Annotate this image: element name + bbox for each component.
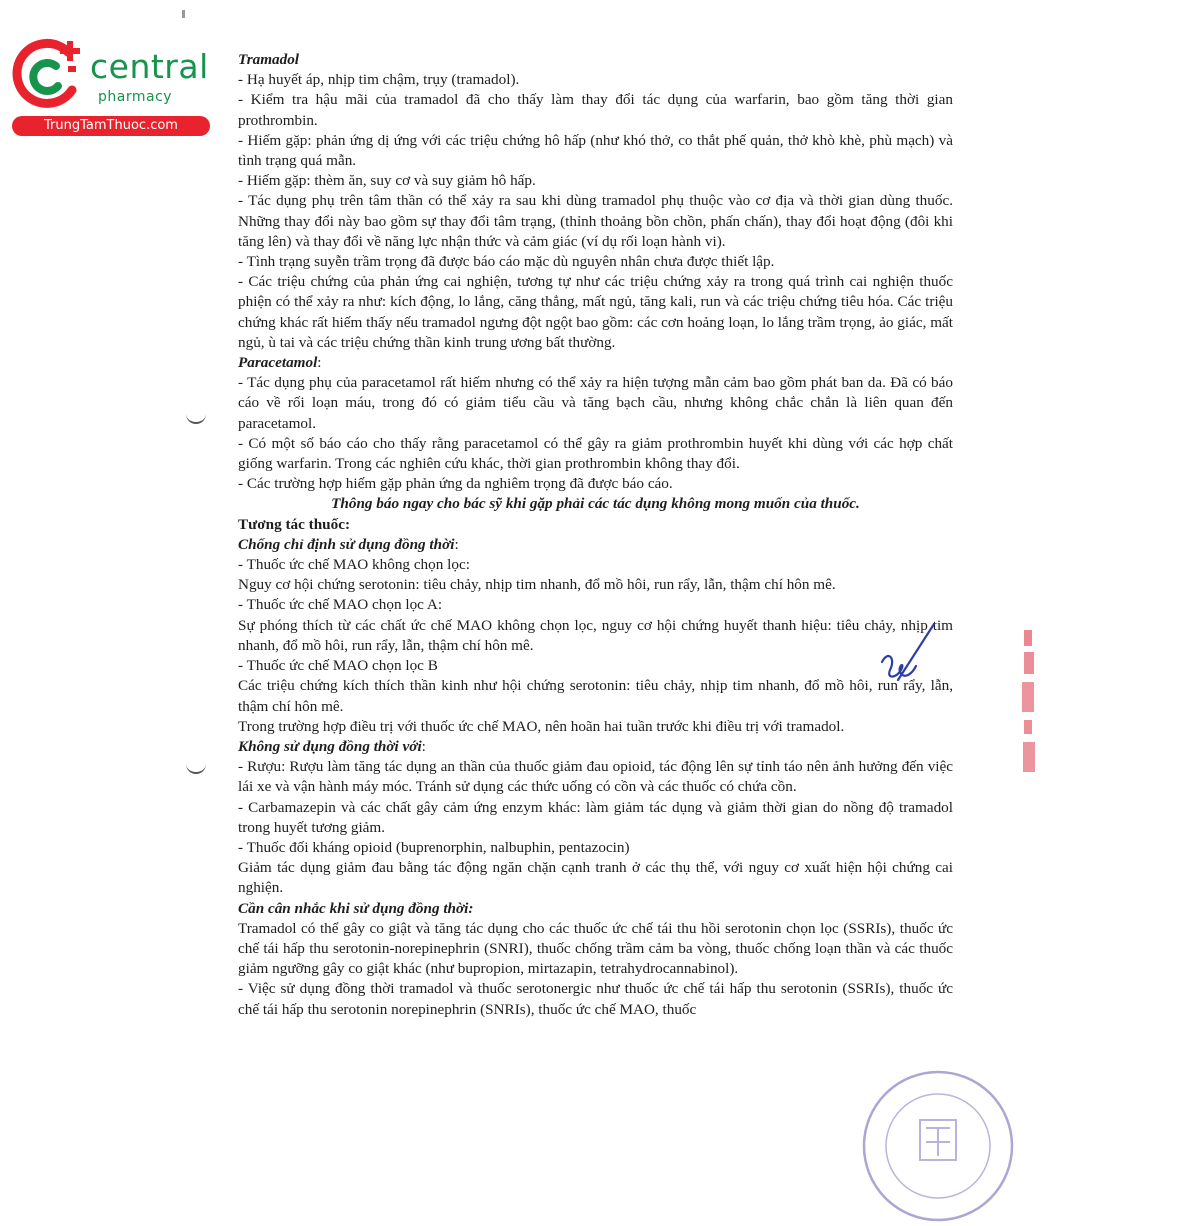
paragraph: - Carbamazepin và các chất gây cảm ứng enzym khác: làm giảm tác dụng và giảm thời gian do nồng độ tramadol trong huyết tương giảm.	[238, 798, 953, 836]
heading-text: Paracetamol	[238, 354, 318, 372]
caution-list	[238, 919, 953, 1020]
paragraph: Trong trường hợp điều trị với thuốc ức chế MAO, nên hoãn hai tuần trước khi điều trị với tramadol.	[238, 717, 845, 735]
paragraph: Các triệu chứng kích thích thần kinh như hội chứng serotonin: tiêu chảy, nhịp tim nhanh, đổ mồ hôi, run rẩy, lẫn, thậm chí hôn mê.	[238, 677, 953, 715]
heading-text: Chống chỉ định sử dụng đồng thời	[238, 535, 455, 553]
brand-subtitle: pharmacy	[98, 89, 173, 105]
paragraph: Giảm tác dụng giảm đau bằng tác động ngăn chặn cạnh tranh ở các thụ thể, với nguy cơ xuất hiện hội chứng cai nghiện.	[238, 859, 953, 897]
paragraph: - Thuốc ức chế MAO chọn lọc B	[238, 657, 438, 675]
paragraph: - Có một số báo cáo cho thấy rằng paracetamol có thể gây ra giảm prothrombin huyết khi dùng với các hợp chất giống warfarin. Trong các nghiên cứu khác, thời gian prothrombin không thay đổi.	[238, 434, 953, 473]
section-heading-paracetamol	[238, 353, 953, 373]
brand-logo	[10, 36, 210, 136]
paracetamol-list	[238, 373, 953, 494]
punch-hole-mark	[186, 410, 206, 424]
red-side-stamp-icon	[1020, 630, 1040, 780]
paragraph: - Hạ huyết áp, nhịp tim chậm, trụy (tramadol).	[238, 71, 520, 89]
paragraph: - Việc sử dụng đồng thời tramadol và thuốc serotonergic như thuốc ức chế tái hấp thu serotonin (SSRIs), thuốc ức chế tái hấp thu serotonin norepinephrin (SNRIs), thuốc ức chế MAO, thuốc	[238, 980, 953, 1018]
paragraph: - Các trường hợp hiếm gặp phản ứng da nghiêm trọng đã được báo cáo.	[238, 475, 673, 493]
paragraph: Nguy cơ hội chứng serotonin: tiêu chảy, nhịp tim nhanh, đổ mồ hôi, run rẩy, lẫn, thậm chí hôn mê.	[238, 576, 836, 594]
subheading-avoid	[238, 737, 953, 757]
paragraph: - Thuốc ức chế MAO chọn lọc A:	[238, 596, 443, 614]
paragraph: - Tác dụng phụ của paracetamol rất hiếm nhưng có thể xảy ra hiện tượng mẫn cảm bao gồm phát ban da. Đã có báo cáo về rối loạn máu, trong đó có giảm tiểu cầu và tăng bạch cầu, nhưng không chắc chắn là liên quan đến paracetamol.	[238, 374, 953, 432]
paragraph: - Hiếm gặp: thèm ăn, suy cơ và suy giảm hô hấp.	[238, 172, 536, 190]
section-heading-interactions: Tương tác thuốc:	[238, 515, 351, 533]
paragraph: - Tình trạng suyễn trầm trọng đã được báo cáo mặc dù nguyên nhân chưa được thiết lập.	[238, 253, 775, 271]
subheading-contraindications	[238, 535, 953, 555]
central-pharmacy-logo-icon	[10, 36, 90, 116]
paragraph: Sự phóng thích từ các chất ức chế MAO không chọn lọc, nguy cơ hội chứng huyết thanh hiệu: tiêu chảy, nhịp tim nhanh, đổ mồ hôi, run rẩy, lẫn, thậm chí hôn mê.	[238, 616, 953, 654]
contra-list	[238, 555, 953, 737]
document-page	[238, 50, 953, 1020]
paragraph: - Các triệu chứng của phản ứng cai nghiện, tương tự như các triệu chứng xảy ra trong quá trình cai nghiện thuốc phiện có thể xảy ra như: kích động, lo lắng, căng thẳng, mất ngủ, tăng kali, run và các triệu chứng tiêu hóa. Các triệu chứng khác rất hiếm thấy nếu tramadol ngưng đột ngột bao gồm: các cơn hoảng loạn, lo lắng trầm trọng, ảo giác, mất ngủ, ù tai và các triệu chứng thần kinh trung ương bất thường.	[238, 273, 953, 351]
section-heading-tramadol: Tramadol	[238, 51, 300, 68]
heading-colon: :	[454, 535, 459, 553]
paragraph: - Rượu: Rượu làm tăng tác dụng an thần của thuốc giảm đau opioid, tác động lên sự tỉnh táo nên ảnh hưởng đến việc lái xe và vận hành máy móc. Tránh sử dụng các thức uống có cồn và các thuốc có chứa cồn.	[238, 758, 953, 796]
signature-icon	[868, 620, 948, 700]
subheading-caution: Cần cân nhắc khi sử dụng đồng thời:	[238, 899, 474, 917]
paragraph: Tramadol có thể gây co giật và tăng tác dụng cho các thuốc ức chế tái thu hồi serotonin chọn lọc (SSRIs), thuốc ức chế tái hấp thu serotonin-norepinephrin (SNRI), thuốc chống trầm cảm ba vòng, thuốc chống loạn thần và các thuốc giảm ngưỡng gây co giật khác (như bupropion, mirtazapin, tetrahydrocannabinol).	[238, 919, 953, 978]
warning-notice: Thông báo ngay cho bác sỹ khi gặp phải các tác dụng không mong muốn của thuốc.	[331, 495, 860, 513]
brand-url-link[interactable]: TrungTamThuoc.com	[12, 116, 210, 136]
paragraph: - Thuốc đối kháng opioid (buprenorphin, nalbuphin, pentazocin)	[238, 838, 630, 856]
paragraph: - Thuốc ức chế MAO không chọn lọc:	[238, 556, 470, 574]
paragraph: - Tác dụng phụ trên tâm thần có thể xảy ra sau khi dùng tramadol phụ thuộc vào cơ địa và thời gian dùng thuốc. Những thay đổi này bao gồm sự thay đổi tâm trạng, (thỉnh thoảng bồn chồn, phấn chấn), thay đổi hoạt động (đôi khi tăng lên) và thay đổi về năng lực nhận thức và cảm giác (ví dụ rối loạn hành vi).	[238, 192, 953, 250]
tramadol-list	[238, 70, 953, 353]
heading-text: Không sử dụng đồng thời với	[238, 737, 422, 755]
avoid-list	[238, 757, 953, 898]
punch-hole-mark	[186, 760, 206, 774]
paragraph: - Kiểm tra hậu mãi của tramadol đã cho thấy làm thay đổi tác dụng của warfarin, bao gồm tăng thời gian prothrombin.	[238, 91, 953, 129]
company-seal-icon	[858, 1066, 1018, 1226]
heading-colon: :	[421, 737, 426, 755]
brand-name: central	[90, 47, 209, 86]
paragraph: - Hiếm gặp: phản ứng dị ứng với các triệu chứng hô hấp (như khó thở, co thắt phế quản, thở khò khè, phù mạch) và tình trạng quá mẫn.	[238, 131, 953, 170]
scan-speck	[182, 10, 185, 18]
heading-colon: :	[317, 354, 322, 372]
